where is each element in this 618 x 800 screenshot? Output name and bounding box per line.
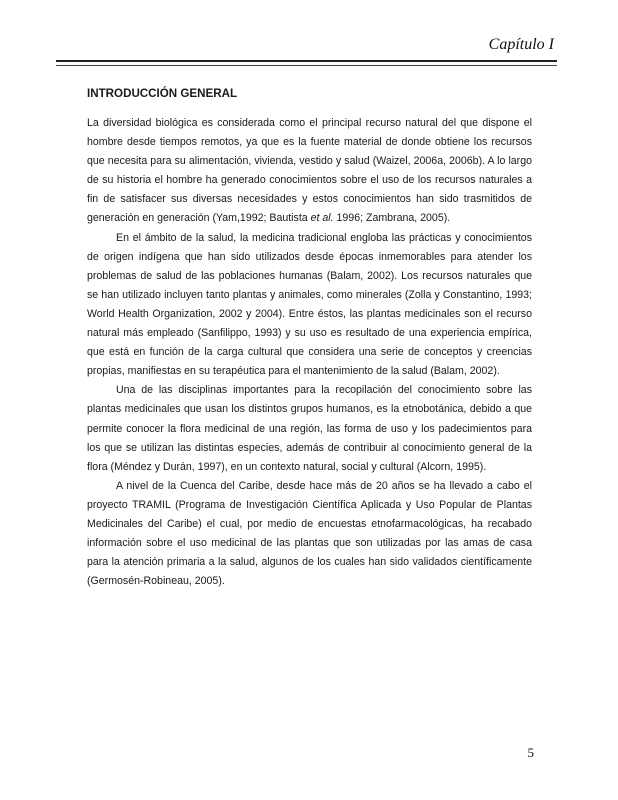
paragraph-1-text-b: 1996; Zambrana, 2005). — [333, 212, 451, 225]
section-title: INTRODUCCIÓN GENERAL — [87, 87, 238, 100]
paragraph-1-text-a: La diversidad biológica es considerada como el principal recurso natural del que dispone el hombre desde tiempos remotos, ya que es la fuente material de donde obtiene los recursos que necesita para su alimentación, vivienda, vestido y salud (Waizel, 2006a, 2006b). A lo largo de su historia el hombre ha generado conocimientos sobre el uso de los recursos naturales a fin de satisfacer sus diversas necesidades y estos conocimientos han sido trasmitidos de generación en generación (Yam,1992; Bautista — [87, 117, 532, 225]
header-rule-thin — [56, 65, 557, 66]
paragraph-2: En el ámbito de la salud, la medicina tradicional engloba las prácticas y conocimientos de origen indígena que han sido utilizados desde épocas inmemorables para atender los problemas de salud de las poblaciones humanas (Balam, 2002). Los recursos naturales que se han utilizado incluyen tanto plantas y animales, como minerales (Zolla y Constantino, 1993; World Health Organization, 2002 y 2004). Entre éstos, las plantas medicinales son el recurso natural más empleado (Sanfilippo, 1993) y su uso es resultado de una experiencia empírica, que está en función de la carga cultural que considera una serie de conceptos y creencias propias, manifiestas en su terapéutica para el mantenimiento de la salud (Balam, 2002). — [87, 231, 532, 378]
page-number: 5 — [527, 745, 534, 760]
paragraph-1 — [87, 114, 532, 229]
document-body — [87, 84, 532, 591]
paragraph-1-italic: et al. — [310, 212, 334, 225]
chapter-header: Capítulo I — [488, 36, 554, 53]
paragraph-3: Una de las disciplinas importantes para la recopilación del conocimiento sobre las plantas medicinales que usan los distintos grupos humanos, es la etnobotánica, debido a que permite conocer la flora medicinal de una región, las forma de uso y los padecimientos para los que se utilizan las distintas especies, además de contribuir al conocimiento general de la flora (Méndez y Durán, 1997), en un contexto natural, social y cultural (Alcorn, 1995). — [87, 384, 532, 473]
header-rule-thick — [56, 60, 557, 62]
paragraph-4: A nivel de la Cuenca del Caribe, desde hace más de 20 años se ha llevado a cabo el proyecto TRAMIL (Programa de Investigación Científica Aplicada y Uso Popular de Plantas Medicinales del Caribe) el cual, por medio de encuestas etnofarmacológicas, ha recabado información sobre el uso medicinal de las plantas que son utilizadas por las amas de casa para la atención primaria a la salud, algunos de los cuales han sido validados científicamente (Germosén-Robineau, 2005). — [87, 479, 532, 588]
